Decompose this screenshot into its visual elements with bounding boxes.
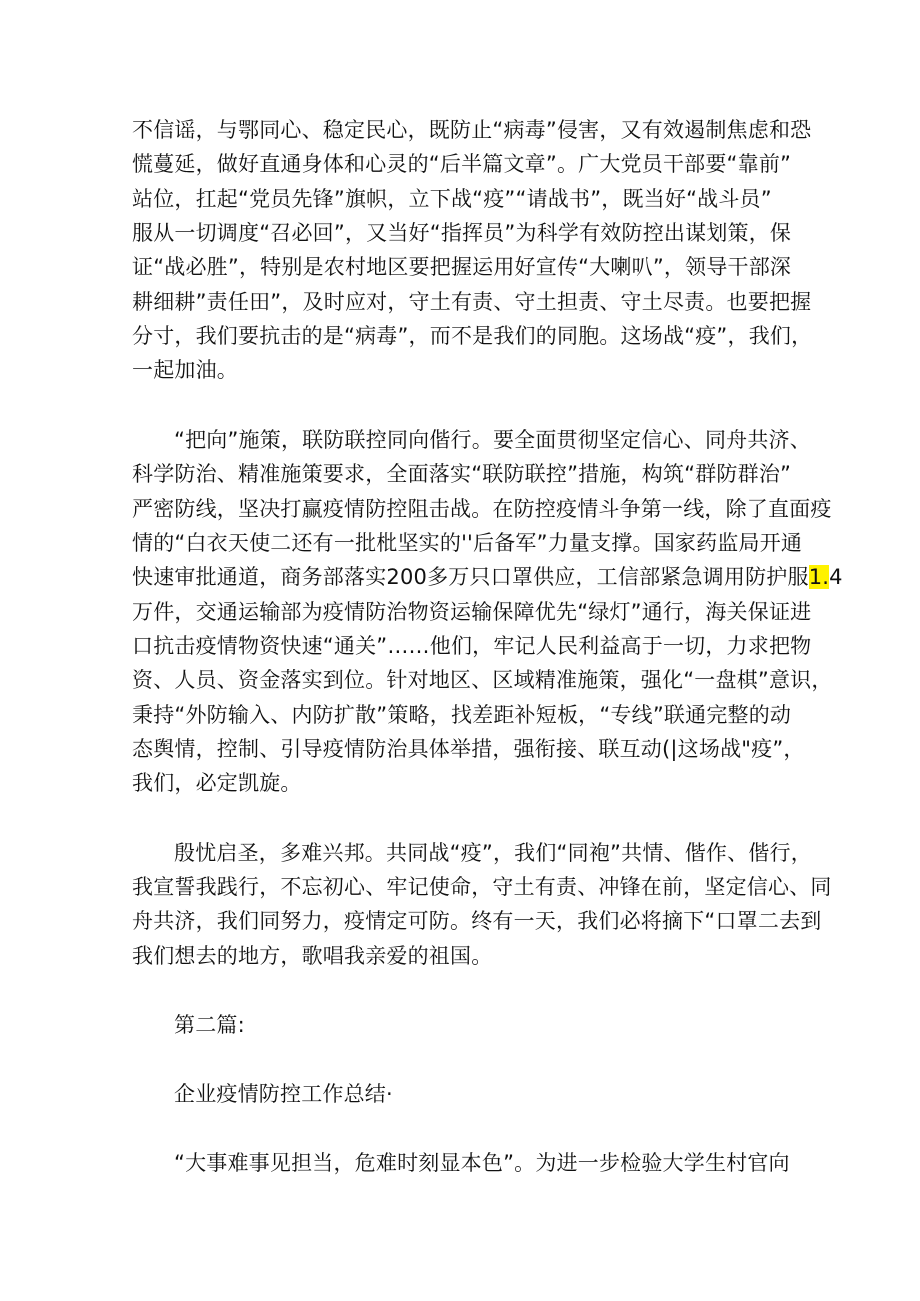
- paragraph-2-line-6: 万件，交通运输部为疫情防治物资运输保障优先“绿灯”通行，海关保证进: [132, 600, 812, 624]
- paragraph-2-line-10: 态舆情，控制、引导疫情防治具体举措，强衔接、联互动(|这场战"疫”，: [132, 737, 805, 761]
- paragraph-3-line-3: 舟共济，我们同努力，疫情定可防。终有一天，我们必将摘下“口罩二去到: [132, 909, 822, 933]
- paragraph-2-line-5-tail: 4: [829, 565, 843, 589]
- paragraph-1-line-5: 证“战必胜”，特别是农村地区要把握运用好宣传“大喇叭”，领导干部深: [132, 255, 792, 279]
- paragraph-3-line-4: 我们想去的地方，歌唱我亲爱的祖国。: [132, 944, 493, 968]
- paragraph-3-line-2: 我宣誓我践行，不忘初心、牢记使命，守土有责、冲锋在前，坚定信心、同: [132, 875, 832, 899]
- paragraph-1-line-8: 一起加油。: [132, 358, 238, 382]
- paragraph-2-line-3: 严密防线，坚决打赢疫情防控阻击战。在防控疫情斗争第一线，除了直面疫: [132, 497, 832, 521]
- article-title: 企业疫情防控工作总结·: [174, 1082, 393, 1106]
- paragraph-2-line-5: [132, 562, 843, 592]
- paragraph-2-line-5-text: 快速审批通道，商务部落实200多万只口罩供应，工信部紧急调用防护服: [132, 565, 809, 589]
- paragraph-2-line-8: 资、人员、资金落实到位。针对地区、区域精准施策，强化“一盘棋”意识，: [132, 668, 833, 692]
- paragraph-2-line-1: “把向”施策，联防联控同向偕行。要全面贯彻坚定信心、同舟共济、: [174, 428, 811, 452]
- paragraph-2-line-7: 口抗击疫情物资快速“通关”……他们，牢记人民利益高于一切，力求把物: [132, 634, 812, 658]
- paragraph-2-line-4: 情的“白衣天使二还有一批枇坚实的''后备军”力量支撑。国家药监局开通: [132, 531, 803, 555]
- article-first-line: “大事难事见担当，危难时刻显本色”。为进一步检验大学生村官向: [174, 1151, 790, 1175]
- paragraph-2-line-9: 秉持“外防输入、内防扩散”策略，找差距补短板，“专线”联通完整的动: [132, 703, 792, 727]
- paragraph-1-line-1: 不信谣，与鄂同心、稳定民心，既防止“病毒”侵害，又有效遏制焦虑和恐: [132, 118, 812, 142]
- paragraph-1-line-7: 分寸，我们要抗击的是“病毒”，而不是我们的同胞。这场战“疫”，我们，: [132, 324, 813, 348]
- section-heading: 第二篇:: [174, 1013, 245, 1037]
- paragraph-2-line-11: 我们，必定凯旋。: [132, 771, 302, 795]
- paragraph-2-line-2: 科学防治、精准施策要求，全面落实“联防联控”措施，构筑“群防群治”: [132, 462, 792, 486]
- paragraph-3-line-1: 殷忧启圣，多难兴邦。共同战“疫”，我们“同袍”共情、偕作、偕行，: [174, 841, 812, 865]
- highlighted-text: 1.: [808, 565, 830, 589]
- paragraph-1-line-3: 站位，扛起“党员先锋”旗帜，立下战“疫”“请战书”，既当好“战斗员”: [132, 187, 772, 211]
- paragraph-1-line-2: 慌蔓延，做好直通身体和心灵的“后半篇文章”。广大党员干部要“靠前”: [132, 152, 792, 176]
- paragraph-1-line-4: 服从一切调度“召必回”，又当好“指挥员”为科学有效防控出谋划策，保: [132, 221, 792, 245]
- paragraph-1-line-6: 耕细耕”责任田”，及时应对，守土有责、守土担责、守土尽责。也要把握: [132, 290, 812, 314]
